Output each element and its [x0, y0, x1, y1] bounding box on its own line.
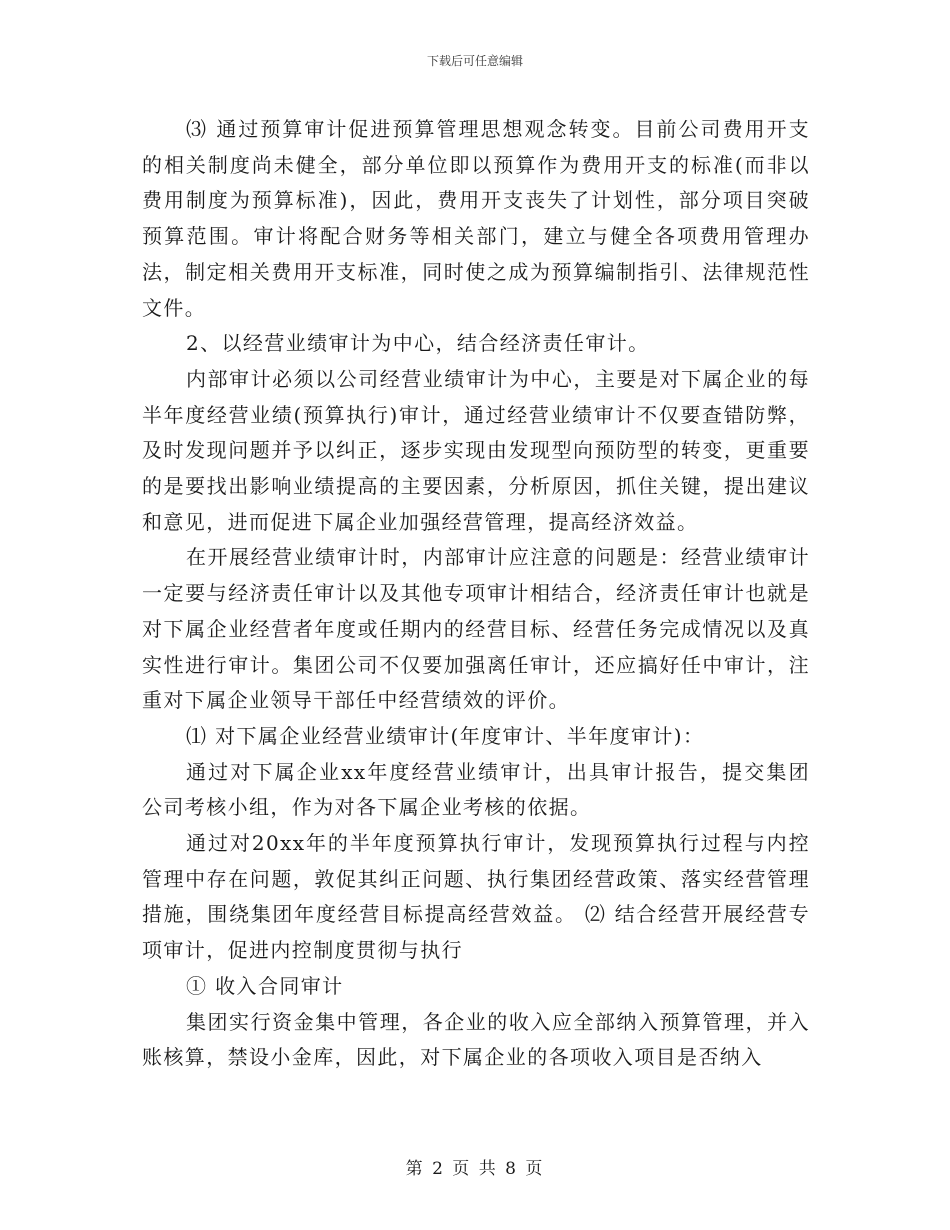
subheading-subsidiary-audit: ⑴ 对下属企业经营业绩审计(年度审计、半年度审计)： [186, 723, 705, 748]
paragraph-annual-audit: 通过对下属企业xx年度经营业绩审计，出具审计报告，提交集团公司考核小组，作为对各下属企业考核的依据。 [142, 759, 810, 820]
page-header: 下载后可任意编辑 [426, 54, 523, 68]
subheading-revenue-contract-audit: ① 收入合同审计 [186, 973, 344, 998]
paragraph-half-year-audit: 通过对20xx年的半年度预算执行审计，发现预算执行过程与内控管理中存在问题，敦促其纠正问题、执行集团经营政策、落实经营管理措施，围绕集团年度经营目标提高经营效益。 ⑵ 结合经营开展经营专项审计，促进内控制度贯彻与执行 [142, 831, 810, 963]
document-body [142, 112, 810, 1076]
page-number-footer: 第 2 页 共 8 页 [405, 1159, 545, 1179]
paragraph-budget-audit: ⑶ 通过预算审计促进预算管理思想观念转变。目前公司费用开支的相关制度尚未健全，部分单位即以预算作为费用开支的标准(而非以费用制度为预算标准)，因此，费用开支丧失了计划性，部分项目突破预算范围。审计将配合财务等相关部门，建立与健全各项费用管理办法，制定相关费用开支标准，同时使之成为预算编制指引、法律规范性文件。 [142, 117, 810, 320]
paragraph-fund-management: 集团实行资金集中管理，各企业的收入应全部纳入预算管理，并入账核算，禁设小金库，因此，对下属企业的各项收入项目是否纳入 [142, 1009, 810, 1070]
section-heading-performance-audit: 2、以经营业绩审计为中心，结合经济责任审计。 [186, 331, 650, 356]
paragraph-audit-issues: 在开展经营业绩审计时，内部审计应注意的问题是：经营业绩审计一定要与经济责任审计以及其他专项审计相结合，经济责任审计也就是对下属企业经营者年度或任期内的经营目标、经营任务完成情况以及真实性进行审计。集团公司不仅要加强离任审计，还应搞好任中审计，注重对下属企业领导干部任中经营绩效的评价。 [142, 545, 810, 713]
paragraph-internal-audit: 内部审计必须以公司经营业绩审计为中心，主要是对下属企业的每半年度经营业绩(预算执行)审计，通过经营业绩审计不仅要查错防弊，及时发现问题并予以纠正，逐步实现由发现型向预防型的转变，更重要的是要找出影响业绩提高的主要因素，分析原因，抓住关键，提出建议和意见，进而促进下属企业加强经营管理，提高经济效益。 [142, 366, 810, 534]
